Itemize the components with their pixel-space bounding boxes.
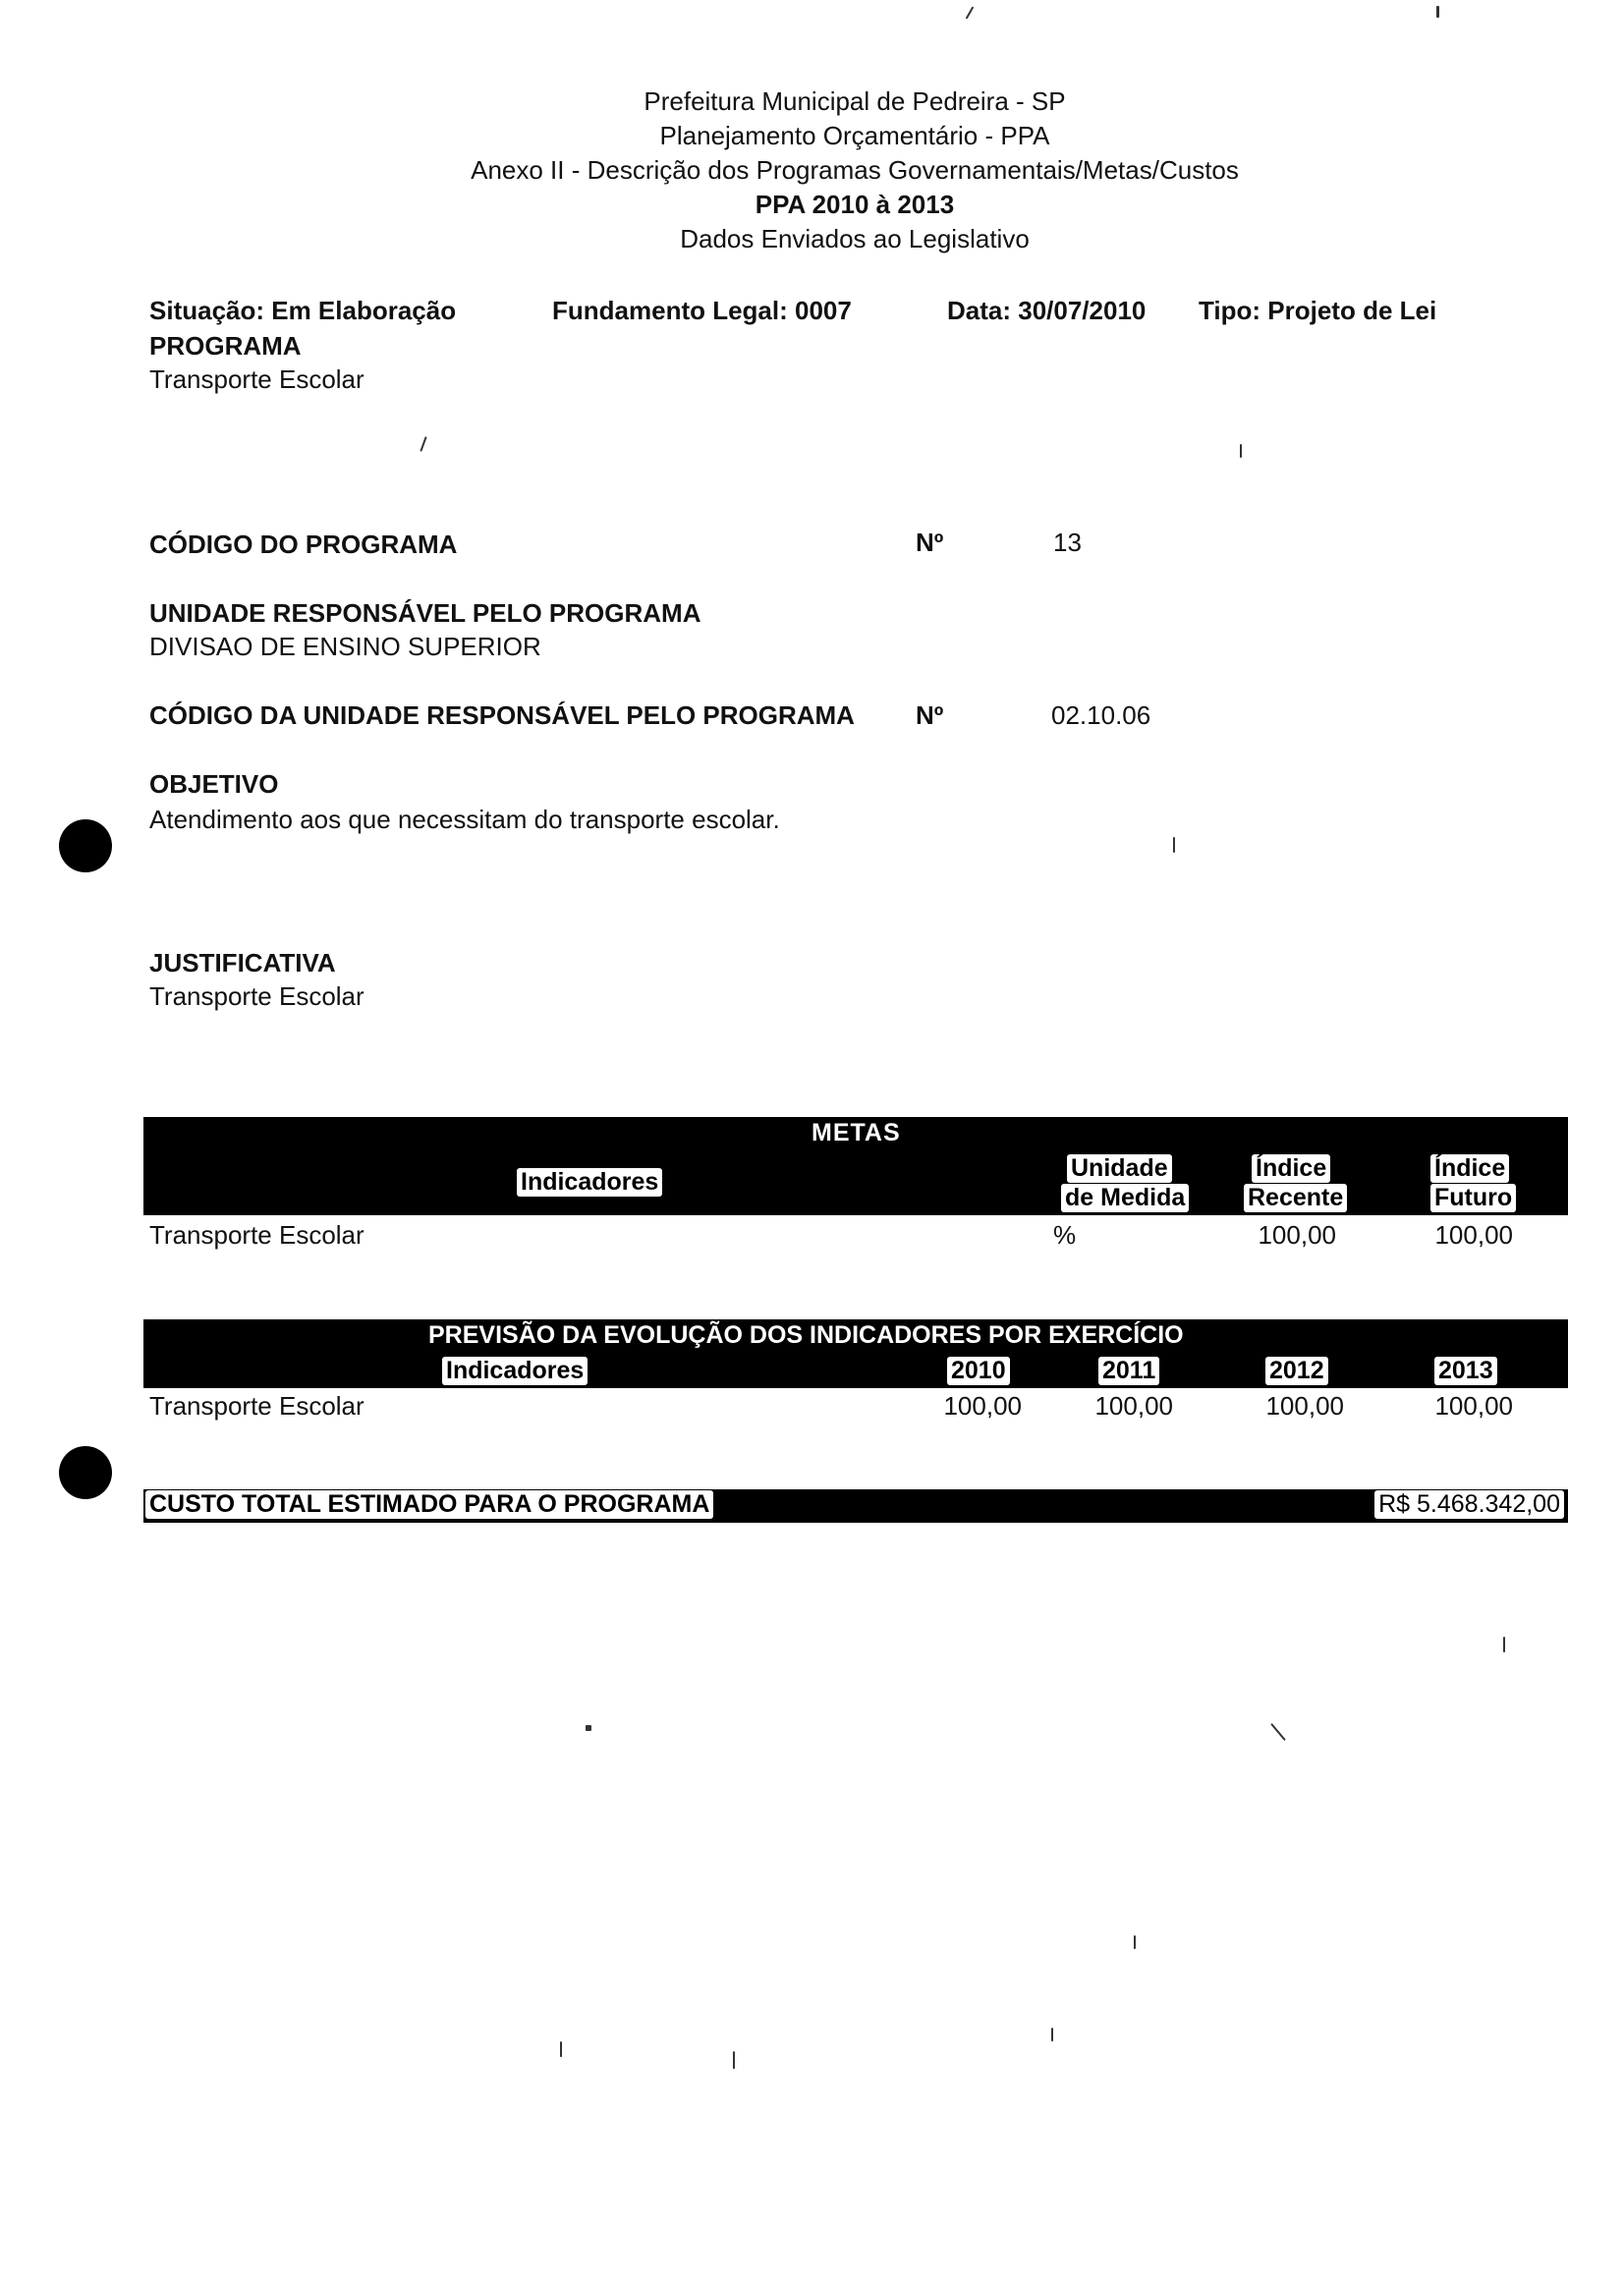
metas-header-bar	[143, 1117, 1568, 1215]
custo-total-bar	[143, 1489, 1568, 1523]
metas-col-recente-line2: Recente	[1244, 1184, 1347, 1212]
data-field: Data: 30/07/2010	[947, 296, 1147, 325]
metas-row-indicador: Transporte Escolar	[149, 1220, 364, 1250]
previsao-row-value-2010: 100,00	[943, 1391, 1022, 1421]
unidade-value: DIVISAO DE ENSINO SUPERIOR	[149, 632, 541, 661]
custo-total-value: R$ 5.468.342,00	[1374, 1490, 1564, 1519]
tipo-field: Tipo: Projeto de Lei	[1199, 296, 1437, 325]
scan-speck	[420, 436, 426, 452]
header-planning: Planejamento Orçamentário - PPA	[659, 121, 1050, 150]
document-header	[0, 84, 1624, 256]
scan-speck	[1173, 837, 1175, 853]
situacao-field: Situação: Em Elaboração	[149, 296, 457, 325]
scan-speck	[1134, 1935, 1136, 1949]
codigo-unidade-label: CÓDIGO DA UNIDADE RESPONSÁVEL PELO PROGRAMA	[149, 700, 855, 730]
metas-col-futuro-line2: Futuro	[1430, 1184, 1516, 1212]
metas-row-futuro: 100,00	[1434, 1220, 1513, 1250]
scan-speck	[1240, 444, 1242, 458]
metas-col-recente-line1: Índice	[1252, 1154, 1330, 1183]
previsao-row-value-2013: 100,00	[1434, 1391, 1513, 1421]
scan-speck	[1270, 1723, 1286, 1741]
metas-col-unidade-line1: Unidade	[1067, 1154, 1172, 1183]
metas-col-futuro-line1: Índice	[1430, 1154, 1509, 1183]
punch-hole-top	[59, 819, 112, 872]
previsao-title: PREVISÃO DA EVOLUÇÃO DOS INDICADORES POR EXERCÍCIO	[428, 1321, 1184, 1349]
previsao-col-year-2011: 2011	[1098, 1357, 1159, 1385]
metas-col-unidade-line2: de Medida	[1061, 1184, 1189, 1212]
header-ppa-period: PPA 2010 à 2013	[755, 190, 955, 219]
unidade-label: UNIDADE RESPONSÁVEL PELO PROGRAMA	[149, 598, 701, 628]
custo-total-label: CUSTO TOTAL ESTIMADO PARA O PROGRAMA	[145, 1490, 713, 1519]
scan-speck	[586, 1725, 591, 1731]
metas-col-indicadores: Indicadores	[517, 1168, 662, 1197]
scan-speck	[733, 2051, 735, 2069]
previsao-row-value-2011: 100,00	[1094, 1391, 1173, 1421]
codigo-unidade-no-label: Nº	[916, 700, 944, 730]
objetivo-label: OBJETIVO	[149, 769, 279, 799]
justificativa-label: JUSTIFICATIVA	[149, 948, 336, 977]
codigo-unidade-value: 02.10.06	[1051, 700, 1151, 730]
programa-label: PROGRAMA	[149, 331, 302, 361]
previsao-header-bar	[143, 1319, 1568, 1388]
fundamento-legal-field: Fundamento Legal: 0007	[552, 296, 852, 325]
previsao-col-year-2010: 2010	[947, 1357, 1010, 1385]
codigo-programa-no-label: Nº	[916, 528, 944, 557]
scan-speck	[1503, 1637, 1505, 1652]
metas-row-unidade: %	[1053, 1220, 1077, 1250]
codigo-programa-label: CÓDIGO DO PROGRAMA	[149, 530, 458, 559]
previsao-row-indicador: Transporte Escolar	[149, 1391, 364, 1421]
previsao-col-indicadores: Indicadores	[442, 1357, 588, 1385]
programa-value: Transporte Escolar	[149, 364, 364, 394]
metas-row-recente: 100,00	[1258, 1220, 1336, 1250]
header-annex: Anexo II - Descrição dos Programas Governamentais/Metas/Custos	[471, 155, 1239, 185]
metas-title: METAS	[812, 1119, 901, 1146]
previsao-col-year-2013: 2013	[1434, 1357, 1497, 1385]
scan-speck	[966, 6, 975, 19]
objetivo-value: Atendimento aos que necessitam do transporte escolar.	[149, 805, 780, 834]
scan-speck	[1436, 6, 1439, 18]
punch-hole-bottom	[59, 1446, 112, 1499]
previsao-col-year-2012: 2012	[1265, 1357, 1328, 1385]
scan-speck	[1051, 2028, 1053, 2041]
header-sent-to-legislative: Dados Enviados ao Legislativo	[680, 224, 1030, 253]
header-municipality: Prefeitura Municipal de Pedreira - SP	[644, 86, 1066, 116]
previsao-row-value-2012: 100,00	[1265, 1391, 1344, 1421]
codigo-programa-value: 13	[1053, 528, 1082, 557]
justificativa-value: Transporte Escolar	[149, 981, 364, 1011]
scan-speck	[560, 2041, 562, 2057]
